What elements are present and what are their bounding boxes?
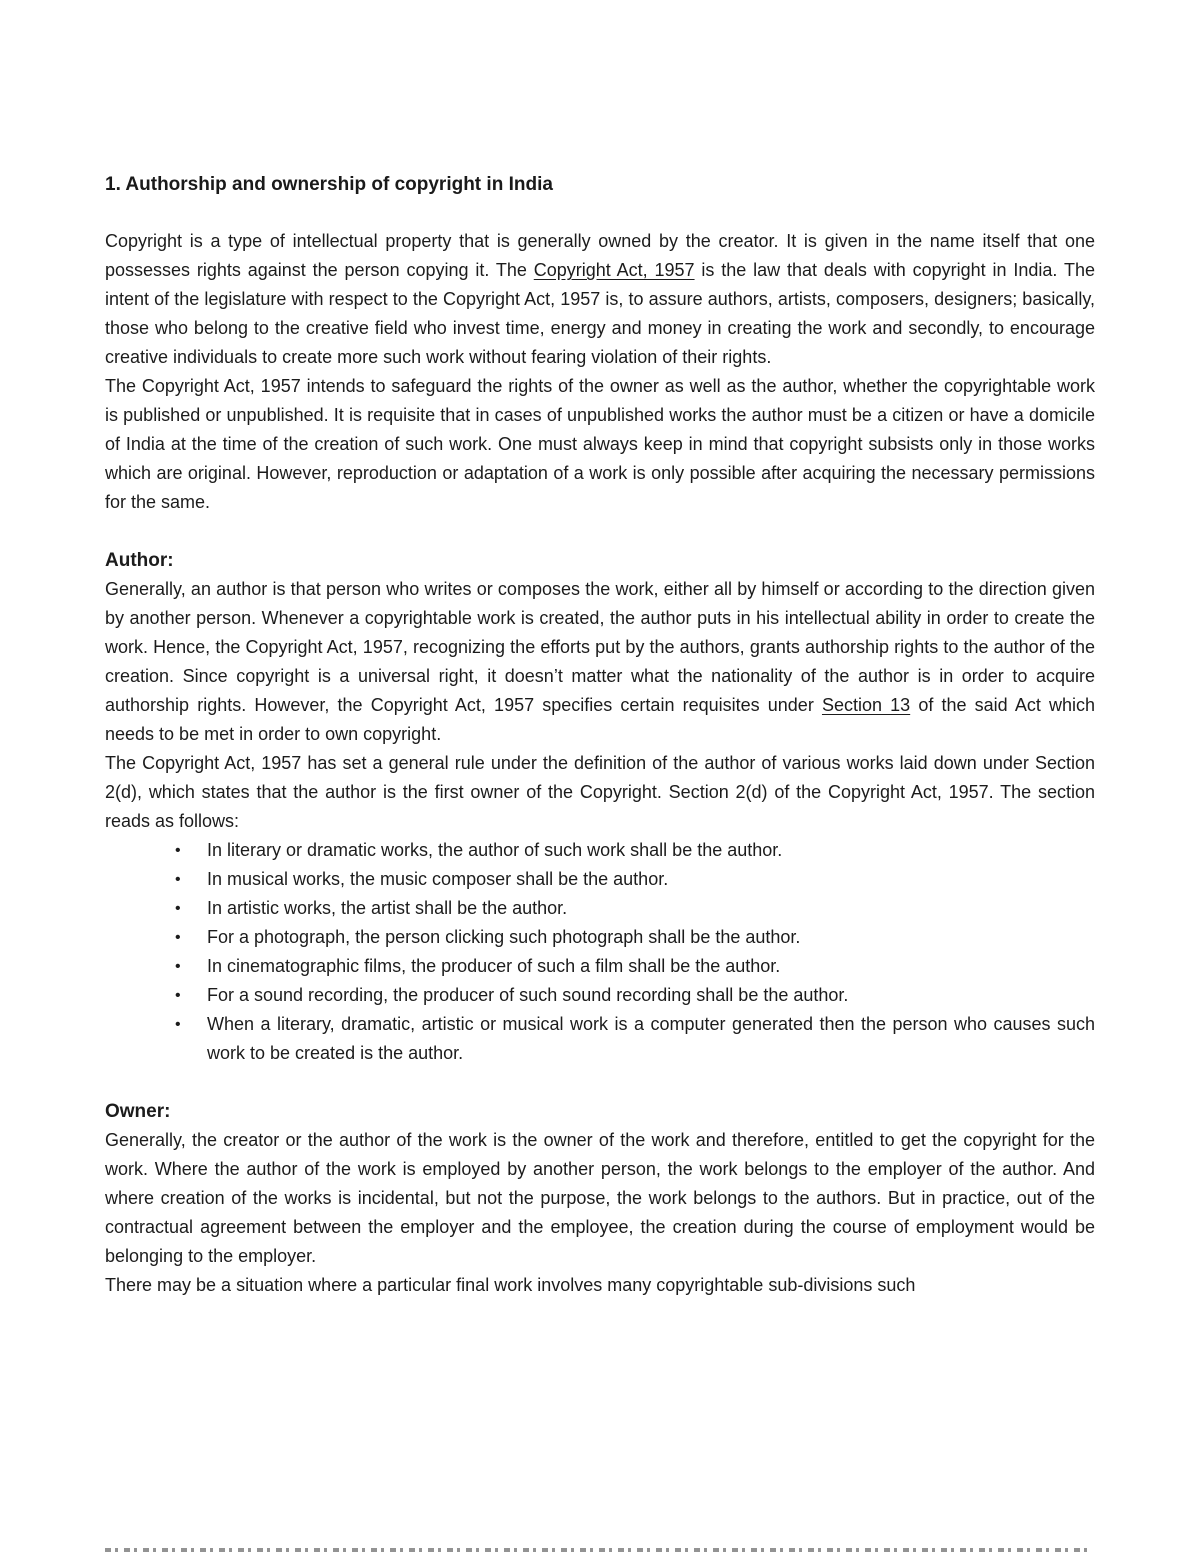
owner-paragraph-2: There may be a situation where a particular final work involves many copyrightable sub-divisions such <box>105 1275 916 1295</box>
document-title: 1. Authorship and ownership of copyright in India <box>105 174 553 195</box>
paragraph-text: Copyright is a type of intellectual property that is generally owned by the creator. It is given in the name itself that one possesses rights against the person copying it. The <box>105 231 1095 280</box>
paragraph-text: is the law that deals with copyright in India. The intent of the legislature with respect to the Copyright Act, 1957 is, to assure authors, artists, composers, designers; basically, those who belong to the creative field who invest time, energy and money in creating the work and secondly, to encourage creative individuals to create more such work without fearing violation of their rights. <box>105 260 1095 367</box>
list-item: • For a sound recording, the producer of such sound recording shall be the author. <box>105 981 1095 1010</box>
section-13-link[interactable]: Section 13 <box>821 695 911 715</box>
section-heading-owner: Owner: <box>105 1101 171 1122</box>
section-heading-author: Author: <box>105 550 174 571</box>
intro-paragraph-1 <box>105 227 1095 372</box>
list-item: • In cinematographic films, the producer of such a film shall be the author. <box>105 952 1095 981</box>
author-definition-list <box>105 836 1095 1068</box>
copyright-act-link[interactable]: Copyright Act, 1957 <box>533 260 695 280</box>
list-item: • For a photograph, the person clicking such photograph shall be the author. <box>105 923 1095 952</box>
list-item: • In artistic works, the artist shall be the author. <box>105 894 1095 923</box>
intro-paragraph-2: The Copyright Act, 1957 intends to safeguard the rights of the owner as well as the author, whether the copyrightable work is published or unpublished. It is requisite that in cases of unpublished works the author must be a citizen or have a domicile of India at the time of the creation of such work. One must always keep in mind that copyright subsists only in those works which are original. However, reproduction or adaptation of a work is only possible after acquiring the necessary permissions for the same. <box>105 376 1095 512</box>
paragraph-text: of the said Act which needs to be met in order to own copyright. <box>105 695 1096 744</box>
clipped-next-text-line <box>105 1546 1093 1553</box>
document-content <box>105 170 1095 1300</box>
list-item: • In musical works, the music composer shall be the author. <box>105 865 1095 894</box>
list-item: • In literary or dramatic works, the author of such work shall be the author. <box>105 836 1095 865</box>
list-item: • When a literary, dramatic, artistic or musical work is a computer generated then the person who causes such work to be created is the author. <box>105 1010 1095 1068</box>
paragraph-text: Generally, an author is that person who writes or composes the work, either all by himself or according to the direction given by another person. Whenever a copyrightable work is created, the author puts in his intellectual ability in order to create the work. Hence, the Copyright Act, 1957, recognizing the efforts put by the authors, grants authorship rights to the author of the creation. Since copyright is a universal right, it doesn’t matter what the nationality of the author is in order to acquire authorship rights. However, the Copyright Act, 1957 specifies certain requisites under <box>105 579 1095 715</box>
author-paragraph-2: The Copyright Act, 1957 has set a general rule under the definition of the author of various works laid down under Section 2(d), which states that the author is the first owner of the Copyright. Section 2(d) of the Copyright Act, 1957. The section reads as follows: <box>105 753 1095 831</box>
owner-paragraph-1: Generally, the creator or the author of the work is the owner of the work and therefore, entitled to get the copyright for the work. Where the author of the work is employed by another person, the work belongs to the employer of the author. And where creation of the works is incidental, but not the purpose, the work belongs to the authors. But in practice, out of the contractual agreement between the employer and the employee, the creation during the course of employment would be belonging to the employer. <box>105 1130 1095 1266</box>
author-paragraph-1 <box>105 575 1095 749</box>
